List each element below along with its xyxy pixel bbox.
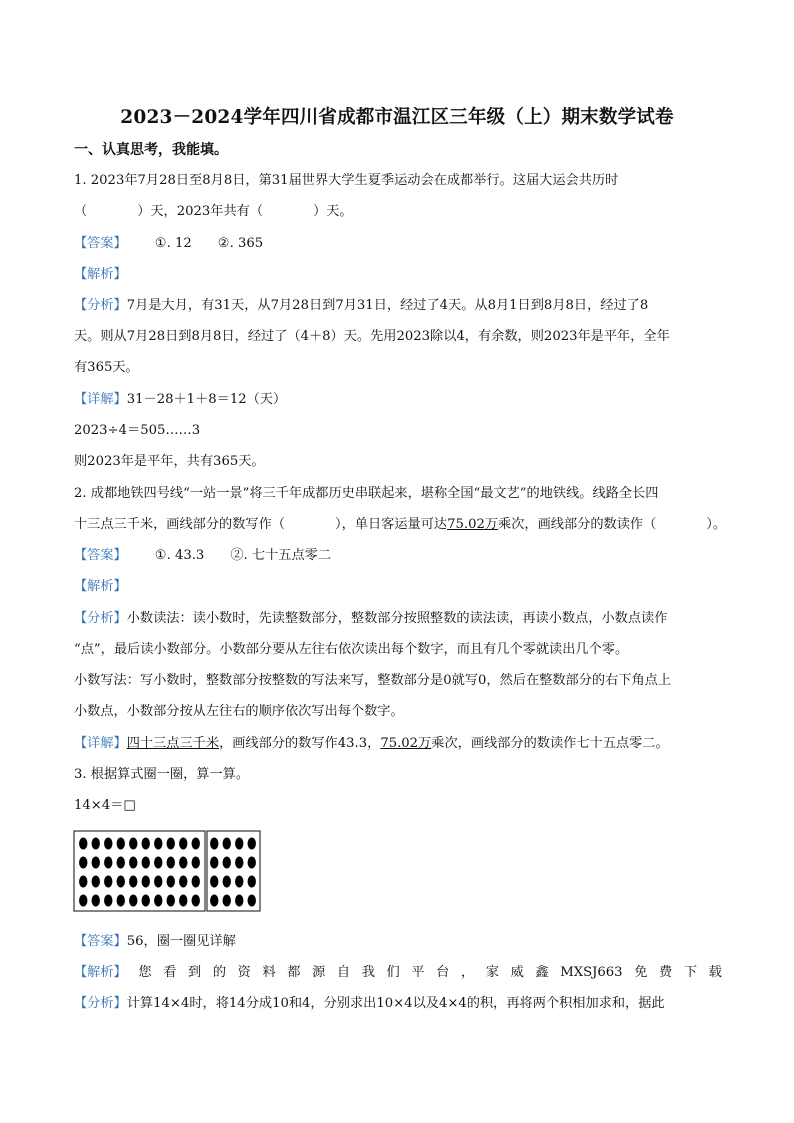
answer-tag: 【答案】	[74, 548, 127, 563]
q3-jiexi-ad-line	[74, 964, 722, 982]
page-title: 2023－2024学年四川省成都市温江区三年级（上）期末数学试卷	[120, 107, 674, 128]
dot	[192, 838, 200, 850]
dot	[129, 895, 137, 907]
ad-text-segment: 看	[163, 965, 177, 980]
answer-tag: 【答案】	[74, 236, 127, 251]
dot	[154, 876, 162, 888]
q2-answer: 【答案】 ①. 43.3 ②. 七十五点零二	[74, 548, 332, 563]
dot	[79, 838, 87, 850]
dot	[210, 876, 218, 888]
dot	[129, 838, 137, 850]
ad-text-segment: 平	[411, 965, 425, 980]
dot	[104, 876, 112, 888]
dot	[192, 895, 200, 907]
dot	[179, 857, 187, 869]
dot	[79, 895, 87, 907]
dot	[142, 876, 150, 888]
ad-text-segment: 您	[138, 965, 152, 980]
dot	[210, 838, 218, 850]
dot	[117, 857, 125, 869]
dot	[179, 838, 187, 850]
q1-detail-line3: 则2023年是平年，共有365天。	[74, 454, 265, 469]
dot	[248, 857, 256, 869]
q1-analysis-line2: 天。则从7月28日到8月8日，经过了（4＋8）天。先用2023除以4，有余数，则2023年是平年，全年	[74, 329, 670, 344]
dot	[235, 838, 243, 850]
dot	[142, 857, 150, 869]
q2-analysis-line4: 小数点，小数部分按从左往右的顺序依次写出每个数字。	[74, 704, 404, 719]
dot	[192, 876, 200, 888]
dot	[117, 838, 125, 850]
dot	[142, 838, 150, 850]
ad-text-segment: 台	[436, 965, 450, 980]
dot	[92, 895, 100, 907]
q3-formula: 14×4＝□	[74, 798, 136, 813]
dot	[192, 857, 200, 869]
dot	[117, 876, 125, 888]
q2-detail-line: 【详解】四十三点三千米，画线部分的数写作43.3，75.02万乘次，画线部分的数读作七十五点零二。	[74, 736, 669, 751]
q2-text-line2: 十三点三千米，画线部分的数写作（ ），单日客运量可达75.02万乘次，画线部分的数读作（ ）。	[74, 517, 727, 532]
dot	[92, 838, 100, 850]
dot	[167, 838, 175, 850]
ad-text-segment: 们	[386, 965, 400, 980]
underlined-number: 75.02万	[447, 517, 499, 532]
dot	[104, 857, 112, 869]
dot	[223, 857, 231, 869]
dot	[79, 857, 87, 869]
dot	[235, 857, 243, 869]
ad-text-segment: 都	[287, 965, 301, 980]
dot	[129, 857, 137, 869]
q1-answer: 【答案】 ①. 12 ②. 365	[74, 236, 264, 251]
dot	[223, 838, 231, 850]
ad-text-segment: ，	[460, 965, 475, 980]
q2-analysis-line1: 【分析】小数读法：读小数时，先读整数部分，整数部分按照整数的读法读，再读小数点，小数点读作	[74, 611, 668, 626]
dot	[79, 876, 87, 888]
dot	[142, 895, 150, 907]
dot	[104, 895, 112, 907]
ad-text-segment: 载	[708, 965, 722, 980]
jiexi-tag: 【解析】	[74, 965, 127, 980]
dot	[179, 895, 187, 907]
q1-detail-line2: 2023÷4＝505……3	[74, 423, 201, 438]
dot	[210, 895, 218, 907]
ad-text-segment: 免	[634, 965, 648, 980]
dot	[154, 857, 162, 869]
dot	[104, 838, 112, 850]
ad-text-segment: 源	[312, 965, 326, 980]
ad-text-segment: 威	[510, 965, 524, 980]
ad-text-segment: 我	[361, 965, 375, 980]
dot	[92, 876, 100, 888]
dot	[223, 876, 231, 888]
q3-text-line1: 3. 根据算式圈一圈，算一算。	[74, 767, 250, 782]
dot	[167, 876, 175, 888]
dot	[167, 857, 175, 869]
ad-text-segment: 费	[659, 965, 673, 980]
dot	[154, 838, 162, 850]
ad-text-segment: 家	[485, 965, 499, 980]
q2-text-line1: 2. 成都地铁四号线“一站一景”将三千年成都历史串联起来，堪称全国“最文艺”的地铁线。线路全长四	[74, 486, 659, 501]
dot	[167, 895, 175, 907]
dot	[117, 895, 125, 907]
q3-answer: 【答案】56，圈一圈见详解	[74, 934, 236, 949]
q1-analysis-line1: 【分析】7月是大月，有31天，从7月28日到7月31日，经过了4天。从8月1日到8月8日，经过了8	[74, 298, 649, 313]
q1-analysis-line3: 有365天。	[74, 360, 139, 375]
section-heading: 一、认真思考，我能填。	[74, 142, 228, 158]
dot	[129, 876, 137, 888]
q1-jiexi-tag: 【解析】	[74, 267, 127, 282]
dot	[210, 857, 218, 869]
ad-text-segment: 料	[262, 965, 276, 980]
q1-text-line1: 1. 2023年7月28日至8月8日，第31届世界大学生夏季运动会在成都举行。这届大运会共历时	[74, 173, 619, 188]
ad-text-segment: 鑫	[535, 965, 549, 980]
dot	[235, 895, 243, 907]
ad-text-segment: 到	[188, 965, 202, 980]
ad-text-segment: 下	[683, 965, 698, 980]
dot	[154, 895, 162, 907]
dot	[235, 876, 243, 888]
q2-analysis-line2: “点”，最后读小数部分。小数部分要从左往右依次读出每个数字，而且有几个零就读出几个零。	[74, 642, 629, 657]
ad-text-segment: 自	[336, 965, 351, 980]
dot	[248, 895, 256, 907]
q3-analysis-line1: 【分析】计算14×4时，将14分成10和4，分别求出10×4以及4×4的积，再将两个积相加求和，据此	[74, 996, 665, 1011]
dot	[248, 876, 256, 888]
ad-text-segment: 资	[237, 965, 251, 980]
q2-analysis-line3: 小数写法：写小数时，整数部分按整数的写法来写，整数部分是0就写0，然后在整数部分的右下角点上	[74, 673, 672, 688]
ad-text-segment: MXSJ663	[560, 965, 623, 980]
q1-detail-line1: 【详解】31－28＋1＋8＝12（天）	[74, 392, 287, 407]
dot	[179, 876, 187, 888]
answer-tag: 【答案】	[74, 934, 127, 949]
q1-text-line2: （ ）天，2023年共有（ ）天。	[74, 204, 353, 219]
dot	[92, 857, 100, 869]
dot	[223, 895, 231, 907]
dot	[248, 838, 256, 850]
q2-jiexi-tag: 【解析】	[74, 579, 127, 594]
ad-text-segment: 的	[212, 965, 226, 980]
dot-array-figure	[73, 829, 263, 913]
